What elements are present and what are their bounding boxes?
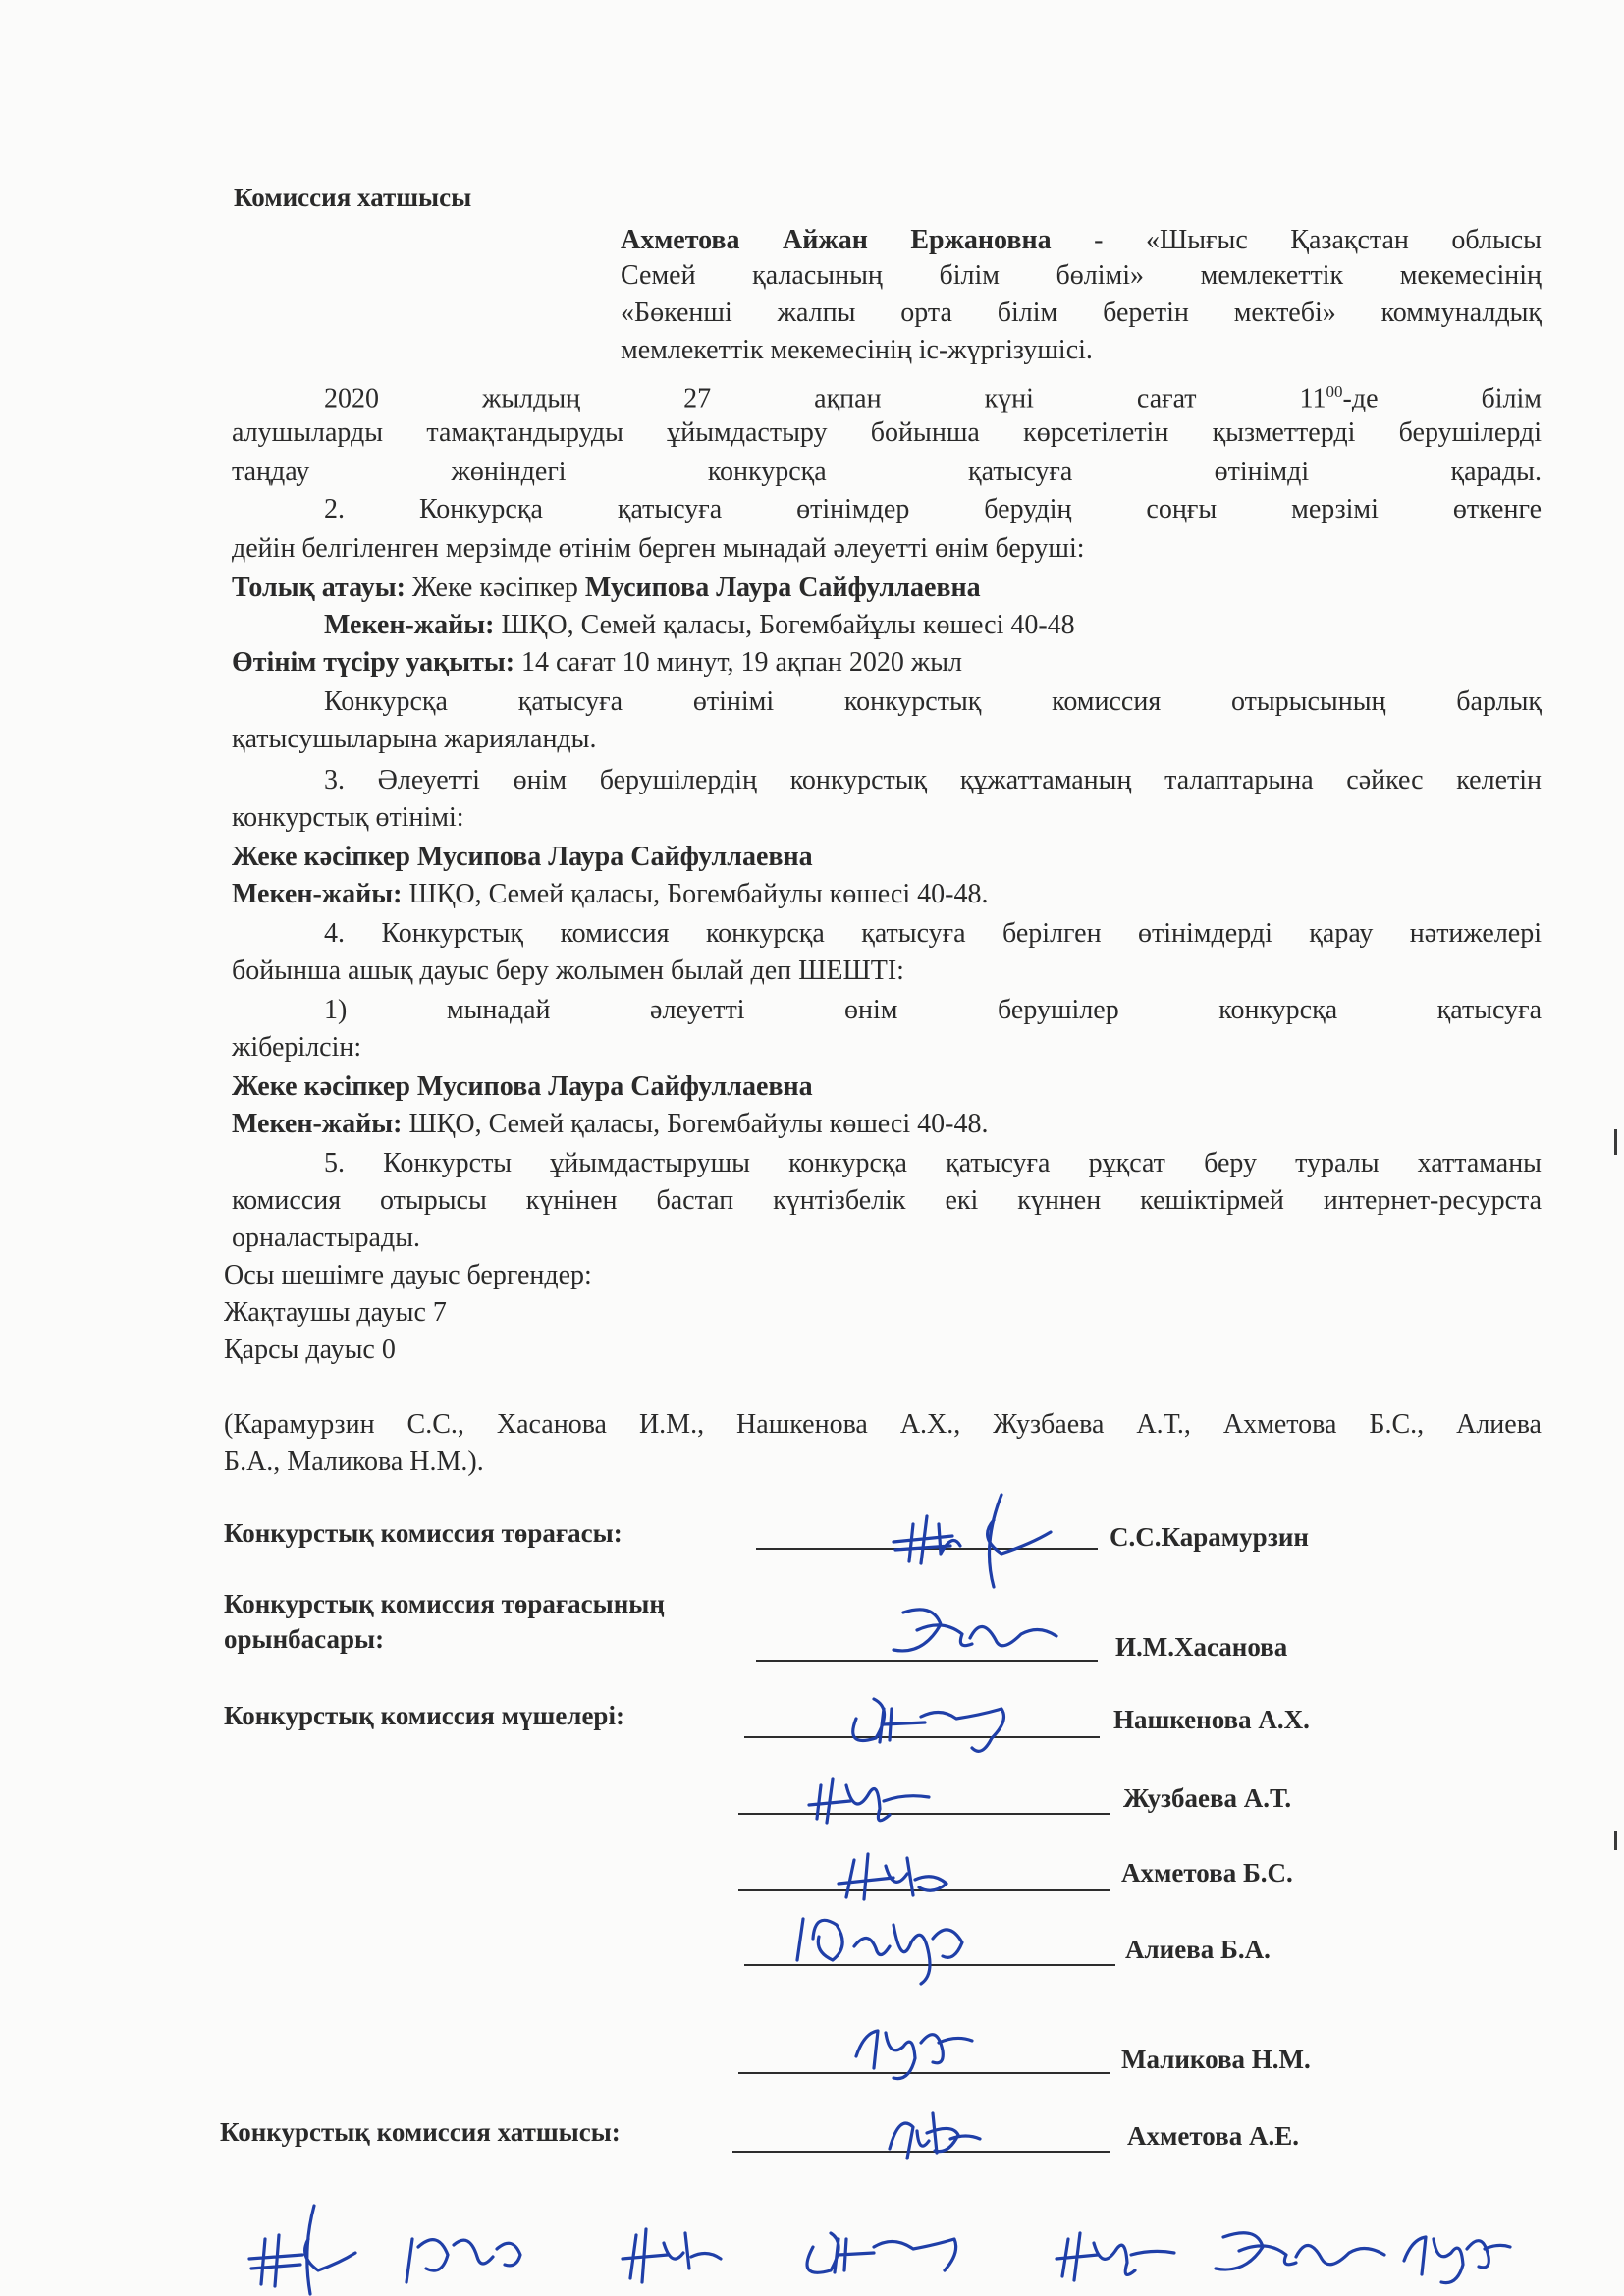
voters-line-1: (Карамурзин С.С., Хасанова И.М., Нашкенова А.Х., Жузбаева А.Т., Ахметова Б.С., Алиева [224,1409,1542,1440]
member-1-name: Нашкенова А.Х. [1113,1705,1310,1734]
para5-line-3: орналастырады. [232,1223,421,1253]
member-4-name: Алиева Б.А. [1125,1935,1271,1964]
member-5-name: Маликова Н.М. [1121,2045,1311,2074]
member-5-signature-scribble [835,2003,982,2092]
fullname-label: Толық атауы: [232,573,406,603]
deputy-name: И.М.Хасанова [1115,1632,1288,1662]
secretary-name: Ахметова Айжан Ержановна [621,225,1052,255]
members-label: Конкурстық комиссия мүшелері: [224,1701,624,1730]
para1-time-sup: 00 [1326,382,1343,401]
chairman-name: С.С.Карамурзин [1110,1522,1309,1552]
secretary-line-2: Семей қаласының білім бөлімі» мемлекеттік мекемесінің [621,260,1542,291]
para3-entity: Жеке кәсіпкер Мусипова Лаура Сайфуллаевна [232,842,813,872]
secretary-signature-scribble [864,2094,1001,2172]
para4-address [232,1108,988,1141]
para2-line-2: дейін белгіленген мерзімде өтінім берген мынадай әлеуетті өнім беруші: [232,533,1085,564]
para2-address [324,609,1075,642]
secretary-line-3: «Бөкенші жалпы орта білім беретін мектебі» коммуналдық [621,298,1542,328]
secretary-sig-name: Ахметова А.Е. [1127,2121,1299,2151]
para1-line-3: таңдау жөніндегі конкурсқа қатысуға өтінімді қарады. [232,457,1542,487]
scan-edge-mark [1614,1831,1617,1850]
address-label: Мекен-жайы: [232,1109,403,1139]
para4-sub1-line-2: жіберілсін: [232,1032,362,1063]
para3-line-1: 3. Әлеуетті өнім берушілердің конкурстық құжаттаманың талаптарына сәйкес келетін [324,765,1542,795]
para1-line-1 [324,375,1542,415]
address-label: Мекен-жайы: [232,879,403,909]
member-2-name: Жузбаева А.Т. [1123,1783,1292,1813]
para2-submit-time [232,646,962,680]
para5-line-2: комиссия отырысы күнінен бастап күнтізбелік екі күннен кешіктірмей интернет-ресурста [232,1185,1542,1216]
para2-announced-line-2: қатысушыларына жарияланды. [232,724,597,754]
voters-line-2: Б.А., Маликова Н.М.). [224,1447,484,1477]
secretary-line-1 [621,224,1542,257]
secretary-sig-label: Конкурстық комиссия хатшысы: [220,2117,621,2147]
submit-time-value: 14 сағат 10 минут, 19 ақпан 2020 жыл [514,647,963,678]
para4-sub1-line-1: 1) мынадай әлеуетті өнім берушілер конкурсқа қатысуға [324,995,1542,1025]
scan-edge-mark [1614,1129,1617,1155]
address-value: ШҚО, Семей қаласы, Богембайулы көшесі 40-48. [402,879,989,909]
chairman-signature-scribble [884,1485,1080,1593]
secretary-role-start: - «Шығыс Қазақстан облысы [1051,225,1542,255]
member-2-signature-scribble [795,1758,943,1836]
votes-for: Жақтаушы дауыс 7 [224,1297,447,1328]
para4-line-1: 4. Конкурстық комиссия конкурсқа қатысуға берілген өтінімдерді қарау нәтижелері [324,918,1542,949]
para2-announced-line-1: Конкурсқа қатысуға өтінімі конкурстық комиссия отырысының барлық [324,686,1542,717]
para1-date-text: 2020 жылдың 27 ақпан күні сағат 11 [324,383,1326,414]
para3-address [232,878,988,911]
secretary-heading: Комиссия хатшысы [234,183,472,212]
para2-fullname [232,572,981,605]
submit-time-label: Өтінім түсіру уақыты: [232,647,515,678]
member-3-name: Ахметова Б.С. [1121,1858,1293,1887]
member-1-signature-scribble [835,1679,1031,1758]
page-initials-signatures [245,2200,1512,2296]
para4-entity: Жеке кәсіпкер Мусипова Лаура Сайфуллаевна [232,1071,813,1102]
chairman-label: Конкурстық комиссия төрағасы: [224,1518,623,1548]
votes-against: Қарсы дауыс 0 [224,1335,396,1365]
para4-line-2: бойынша ашық дауыс беру жолымен былай деп ШЕШТІ: [232,956,904,986]
para3-line-2: конкурстық өтінімі: [232,802,464,833]
deputy-signature-scribble [874,1595,1070,1673]
address-label: Мекен-жайы: [324,610,495,640]
para2-line-1: 2. Конкурсқа қатысуға өтінімдер берудің соңғы мерзімі өткенге [324,494,1542,524]
para1-line-2: алушыларды тамақтандыруды ұйымдастыру бойынша көрсетілетін қызметтерді берушілерді [232,417,1542,448]
secretary-line-4: мемлекеттік мекемесінің іс-жүргізушісі. [621,335,1093,365]
member-4-signature-scribble [785,1899,1001,1997]
votes-heading: Осы шешімге дауыс бергендер: [224,1260,592,1290]
para5-line-1: 5. Конкурсты ұйымдастырушы конкурсқа қатысуға рұқсат беру туралы хаттаманы [324,1148,1542,1178]
deputy-label-line-2: орынбасары: [224,1624,385,1654]
address-value: ШҚО, Семей қаласы, Богембайұлы көшесі 40-48 [494,610,1075,640]
fullname-prefix: Жеке кәсіпкер [405,573,585,603]
fullname-value: Мусипова Лаура Сайфуллаевна [584,573,981,603]
address-value: ШҚО, Семей қаласы, Богембайулы көшесі 40-48. [402,1109,989,1139]
deputy-label-line-1: Конкурстық комиссия төрағасының [224,1589,665,1618]
para1-date-after: -де білім [1342,383,1542,414]
